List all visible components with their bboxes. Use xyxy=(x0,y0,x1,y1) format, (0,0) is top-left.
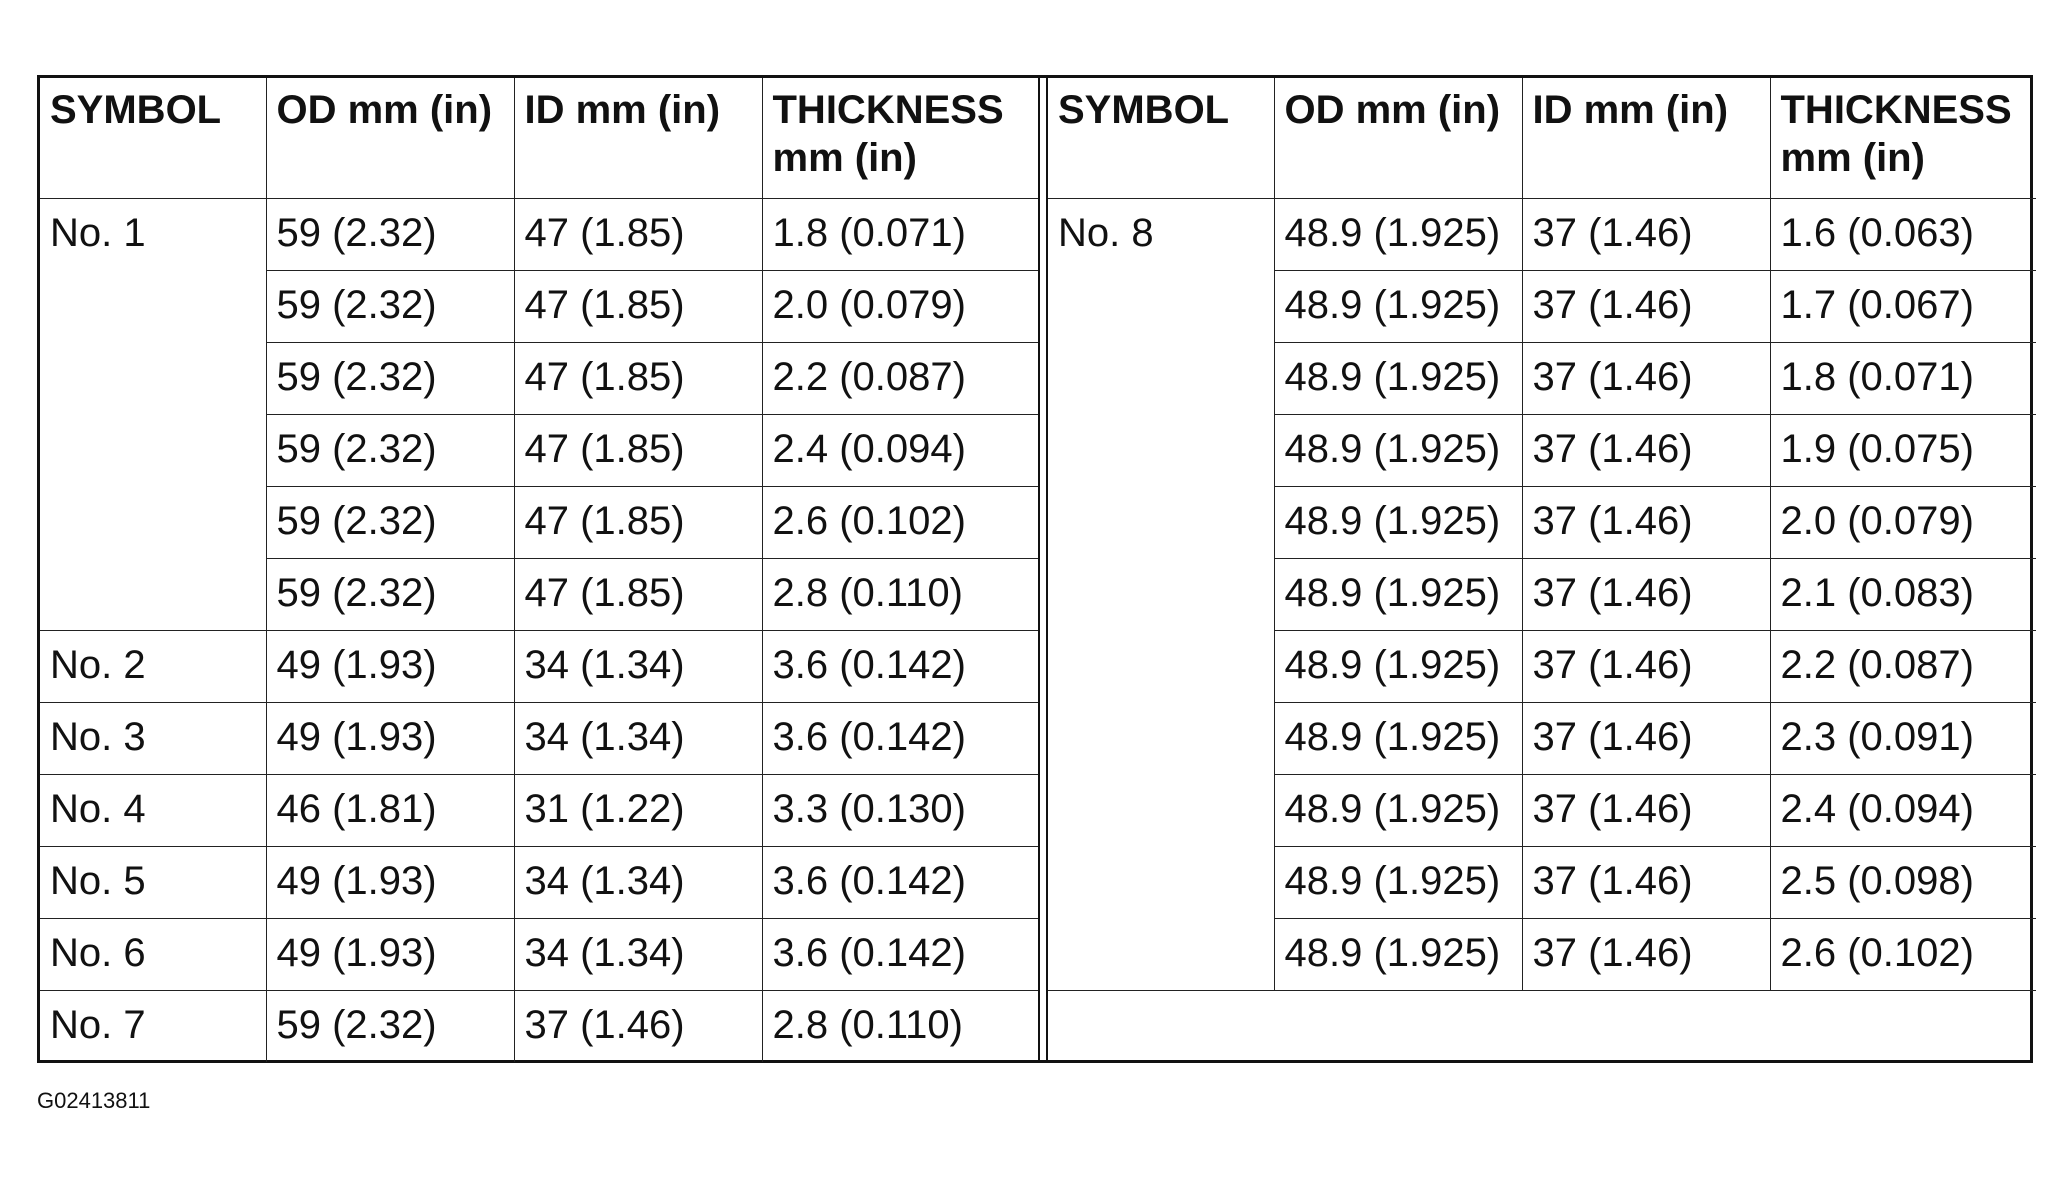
col-header-od: OD mm (in) xyxy=(266,78,514,198)
od-cell: 49 (1.93) xyxy=(266,630,514,702)
symbol-cell: No. 7 xyxy=(40,990,266,1062)
od-cell: 48.9 (1.925) xyxy=(1274,342,1522,414)
id-cell: 34 (1.34) xyxy=(514,918,762,990)
left-spec-table xyxy=(40,78,1038,1062)
id-cell: 37 (1.46) xyxy=(1522,558,1770,630)
symbol-cell: No. 6 xyxy=(40,918,266,990)
id-cell: 47 (1.85) xyxy=(514,270,762,342)
figure-code: G02413811 xyxy=(37,1088,151,1113)
od-cell: 59 (2.32) xyxy=(266,558,514,630)
left-table-body xyxy=(40,198,1038,1062)
right-table-panel xyxy=(1046,78,2036,1060)
table-row xyxy=(40,774,1038,846)
table-row xyxy=(40,198,1038,270)
od-cell: 48.9 (1.925) xyxy=(1274,630,1522,702)
id-cell: 37 (1.46) xyxy=(1522,486,1770,558)
id-cell: 37 (1.46) xyxy=(1522,918,1770,990)
od-cell: 59 (2.32) xyxy=(266,342,514,414)
table-row xyxy=(1048,198,2036,270)
id-cell: 34 (1.34) xyxy=(514,702,762,774)
od-cell: 49 (1.93) xyxy=(266,918,514,990)
left-table-panel xyxy=(40,78,1040,1060)
col-header-thickness: THICKNESS mm (in) xyxy=(1770,78,2036,198)
thickness-cell: 1.6 (0.063) xyxy=(1770,198,2036,270)
col-header-symbol: SYMBOL xyxy=(40,78,266,198)
thickness-cell: 2.2 (0.087) xyxy=(762,342,1038,414)
id-cell: 34 (1.34) xyxy=(514,846,762,918)
id-cell: 47 (1.85) xyxy=(514,198,762,270)
empty-cell xyxy=(1048,990,2036,1062)
od-cell: 59 (2.32) xyxy=(266,414,514,486)
id-cell: 37 (1.46) xyxy=(1522,846,1770,918)
thickness-cell: 1.7 (0.067) xyxy=(1770,270,2036,342)
thickness-cell: 3.3 (0.130) xyxy=(762,774,1038,846)
id-cell: 37 (1.46) xyxy=(1522,198,1770,270)
symbol-cell: No. 1 xyxy=(40,198,266,630)
id-cell: 34 (1.34) xyxy=(514,630,762,702)
col-header-id: ID mm (in) xyxy=(1522,78,1770,198)
od-cell: 59 (2.32) xyxy=(266,270,514,342)
id-cell: 37 (1.46) xyxy=(514,990,762,1062)
right-spec-table xyxy=(1048,78,2036,1062)
thickness-cell: 1.9 (0.075) xyxy=(1770,414,2036,486)
id-cell: 37 (1.46) xyxy=(1522,630,1770,702)
thickness-cell: 2.8 (0.110) xyxy=(762,990,1038,1062)
id-cell: 37 (1.46) xyxy=(1522,414,1770,486)
header-row xyxy=(1048,78,2036,198)
thickness-cell: 2.6 (0.102) xyxy=(762,486,1038,558)
id-cell: 37 (1.46) xyxy=(1522,702,1770,774)
od-cell: 59 (2.32) xyxy=(266,990,514,1062)
thickness-cell: 3.6 (0.142) xyxy=(762,846,1038,918)
od-cell: 49 (1.93) xyxy=(266,846,514,918)
thickness-cell: 2.2 (0.087) xyxy=(1770,630,2036,702)
thickness-cell: 1.8 (0.071) xyxy=(1770,342,2036,414)
id-cell: 47 (1.85) xyxy=(514,486,762,558)
col-header-od: OD mm (in) xyxy=(1274,78,1522,198)
id-cell: 31 (1.22) xyxy=(514,774,762,846)
table-row xyxy=(40,702,1038,774)
thickness-cell: 2.4 (0.094) xyxy=(1770,774,2036,846)
od-cell: 48.9 (1.925) xyxy=(1274,846,1522,918)
od-cell: 48.9 (1.925) xyxy=(1274,558,1522,630)
table-row xyxy=(40,630,1038,702)
thickness-cell: 2.3 (0.091) xyxy=(1770,702,2036,774)
table-row xyxy=(40,846,1038,918)
od-cell: 48.9 (1.925) xyxy=(1274,486,1522,558)
col-header-symbol: SYMBOL xyxy=(1048,78,1274,198)
od-cell: 48.9 (1.925) xyxy=(1274,198,1522,270)
thickness-cell: 2.6 (0.102) xyxy=(1770,918,2036,990)
symbol-cell: No. 4 xyxy=(40,774,266,846)
table-row xyxy=(40,918,1038,990)
id-cell: 37 (1.46) xyxy=(1522,774,1770,846)
spec-table-frame xyxy=(37,75,2033,1063)
table-row xyxy=(40,990,1038,1062)
symbol-cell: No. 5 xyxy=(40,846,266,918)
thickness-cell: 2.1 (0.083) xyxy=(1770,558,2036,630)
od-cell: 59 (2.32) xyxy=(266,198,514,270)
od-cell: 46 (1.81) xyxy=(266,774,514,846)
thickness-cell: 2.0 (0.079) xyxy=(1770,486,2036,558)
thickness-cell: 2.4 (0.094) xyxy=(762,414,1038,486)
od-cell: 48.9 (1.925) xyxy=(1274,702,1522,774)
od-cell: 48.9 (1.925) xyxy=(1274,774,1522,846)
od-cell: 49 (1.93) xyxy=(266,702,514,774)
id-cell: 47 (1.85) xyxy=(514,558,762,630)
col-header-id: ID mm (in) xyxy=(514,78,762,198)
id-cell: 47 (1.85) xyxy=(514,342,762,414)
header-row xyxy=(40,78,1038,198)
col-header-thickness: THICKNESS mm (in) xyxy=(762,78,1038,198)
symbol-cell: No. 2 xyxy=(40,630,266,702)
od-cell: 48.9 (1.925) xyxy=(1274,414,1522,486)
od-cell: 48.9 (1.925) xyxy=(1274,918,1522,990)
symbol-cell: No. 3 xyxy=(40,702,266,774)
right-table-body xyxy=(1048,198,2036,1062)
thickness-cell: 2.5 (0.098) xyxy=(1770,846,2036,918)
empty-row xyxy=(1048,990,2036,1062)
od-cell: 48.9 (1.925) xyxy=(1274,270,1522,342)
thickness-cell: 3.6 (0.142) xyxy=(762,630,1038,702)
thickness-cell: 3.6 (0.142) xyxy=(762,702,1038,774)
symbol-cell: No. 8 xyxy=(1048,198,1274,990)
thickness-cell: 2.8 (0.110) xyxy=(762,558,1038,630)
id-cell: 37 (1.46) xyxy=(1522,270,1770,342)
id-cell: 47 (1.85) xyxy=(514,414,762,486)
od-cell: 59 (2.32) xyxy=(266,486,514,558)
thickness-cell: 1.8 (0.071) xyxy=(762,198,1038,270)
id-cell: 37 (1.46) xyxy=(1522,342,1770,414)
thickness-cell: 2.0 (0.079) xyxy=(762,270,1038,342)
thickness-cell: 3.6 (0.142) xyxy=(762,918,1038,990)
